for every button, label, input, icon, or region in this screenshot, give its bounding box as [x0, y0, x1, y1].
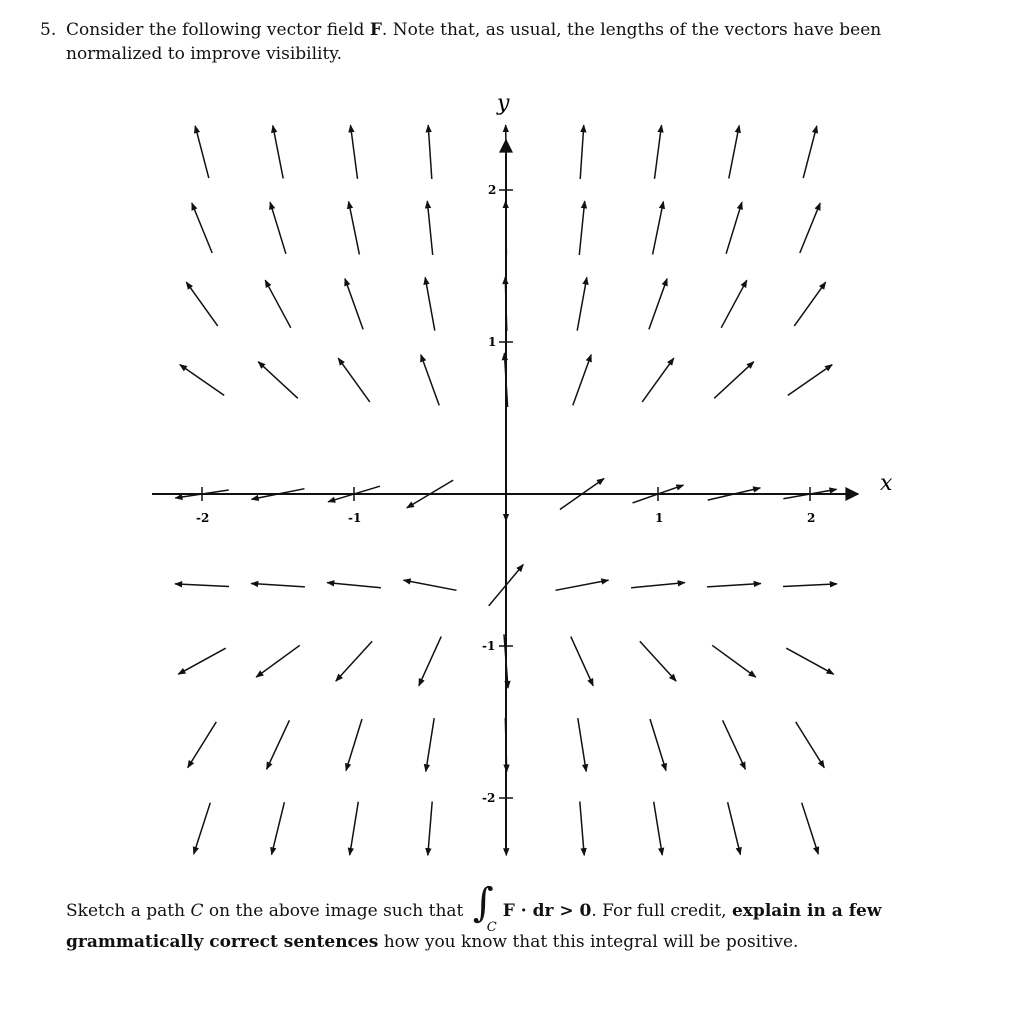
field-arrow [258, 362, 298, 399]
field-arrow [571, 637, 593, 686]
field-arrow [421, 355, 439, 406]
field-arrow [580, 125, 584, 179]
field-arrow [351, 125, 358, 179]
axes [152, 140, 858, 848]
integral-sign: ∫ [472, 879, 494, 926]
field-arrow [327, 583, 381, 588]
field-arrow [175, 584, 229, 587]
problem-text-before: Consider the following vector field [66, 20, 370, 40]
field-arrow [426, 718, 434, 771]
question-part3: . For full credit, [591, 901, 732, 921]
field-arrow [788, 365, 832, 396]
field-arrow [655, 125, 662, 179]
x-axis-label: x [880, 471, 893, 496]
y-tick-label: 1 [488, 335, 497, 349]
field-arrow [654, 802, 663, 855]
field-arrow [712, 645, 756, 677]
field-arrow [265, 280, 291, 328]
field-arrow [195, 126, 209, 178]
y-tick-label: 2 [488, 183, 497, 197]
field-arrow [273, 126, 283, 179]
y-axis-label: y [497, 91, 510, 116]
question-bold-part: explain in a few grammatically correct sentences [66, 901, 882, 952]
field-arrow [404, 580, 457, 590]
field-arrow [270, 202, 286, 254]
field-arrow [349, 202, 360, 255]
field-arrow [350, 802, 359, 855]
field-arrow [577, 277, 587, 330]
field-arrow [256, 645, 300, 677]
question-part1: Sketch a path [66, 901, 191, 921]
integral-subscript: C [486, 919, 497, 935]
field-arrow [180, 365, 224, 396]
field-arrow [802, 803, 819, 854]
field-arrow [556, 580, 609, 590]
field-arrow [800, 203, 820, 253]
field-arrow [794, 282, 825, 326]
field-arrow [642, 358, 674, 402]
field-arrow [650, 719, 666, 771]
field-arrow [345, 279, 363, 330]
field-arrow [251, 584, 305, 587]
field-arrow [336, 641, 372, 681]
field-arrow [649, 279, 667, 330]
field-arrow [272, 802, 285, 854]
field-arrow [267, 720, 290, 769]
field-arrow [796, 722, 825, 768]
x-tick-label: -1 [348, 511, 362, 525]
field-arrow [186, 282, 217, 326]
field-arrow [728, 802, 741, 854]
problem-number: 5. [40, 20, 57, 40]
field-arrow [631, 583, 685, 588]
field-arrow [721, 280, 747, 328]
x-tick-label: 1 [655, 511, 664, 525]
field-arrow [346, 719, 362, 771]
field-arrow [427, 201, 432, 255]
field-arrow [194, 803, 211, 854]
y-tick-label: -1 [482, 639, 496, 653]
y-tick-label: -2 [482, 791, 496, 805]
field-arrow [726, 202, 742, 254]
field-arrow [192, 203, 212, 253]
field-arrow [729, 126, 739, 179]
field-arrow [338, 358, 370, 402]
field-arrow [573, 355, 591, 406]
field-arrow [640, 641, 676, 681]
integrand: F · dr > 0 [502, 901, 592, 921]
question-text [66, 879, 986, 957]
field-arrow [786, 648, 833, 674]
x-tick-label: 2 [807, 511, 816, 525]
field-arrow [803, 126, 817, 178]
field-arrow [653, 202, 664, 255]
x-tick-label: -2 [196, 511, 210, 525]
field-arrow [419, 637, 441, 686]
question-part4: how you know that this integral will be positive. [378, 931, 799, 952]
field-arrow [428, 802, 432, 856]
field-arrow [580, 802, 584, 856]
field-arrow [707, 584, 761, 587]
field-arrow [723, 720, 746, 769]
field-arrow [188, 722, 217, 768]
integral-symbol [469, 879, 503, 935]
question-part2: on the above image such that [203, 901, 469, 921]
problem-text-after: . Note that, as usual, the lengths of the vectors have been normalized to improve visibility. [66, 20, 882, 64]
field-arrow [714, 362, 754, 399]
field-arrow [579, 201, 584, 255]
path-symbol: C [190, 901, 204, 921]
field-arrow [178, 648, 225, 674]
field-arrow [578, 718, 586, 771]
field-arrow [783, 584, 837, 587]
field-arrow [425, 277, 435, 330]
field-symbol: F [369, 20, 382, 40]
field-arrow [428, 125, 432, 179]
